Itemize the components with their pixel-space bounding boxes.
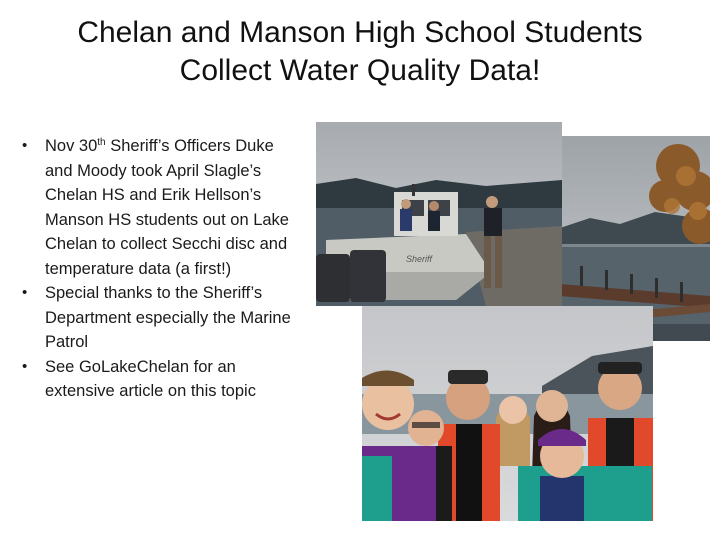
bullet-text-pre: Nov 30 xyxy=(45,137,98,155)
bullet-icon: • xyxy=(22,284,28,301)
bullet-list xyxy=(22,134,304,404)
bullet-item xyxy=(22,134,304,281)
bullet-item xyxy=(22,281,304,355)
boat-photo-image xyxy=(316,122,562,306)
bullet-icon: • xyxy=(22,357,28,375)
bullet-text-sup: th xyxy=(97,137,106,148)
group-selfie-photo-image xyxy=(362,306,653,521)
bullet-text: See GoLakeChelan for an extensive article on this topic xyxy=(45,357,256,400)
bullet-icon: • xyxy=(22,137,28,154)
boat-photo xyxy=(316,122,562,306)
group-selfie-photo xyxy=(362,306,653,521)
slide-title xyxy=(20,14,700,90)
title-line-1: Chelan and Manson High School Students xyxy=(77,16,643,49)
boat-hull-text: Sheriff xyxy=(406,254,433,264)
bullet-text-post: Sheriff’s Officers Duke and Moody took April Slagle’s Chelan HS and Erik Hellson’s Manson HS students out on Lake Chelan to collect Secchi disc and temperature data (a first!) xyxy=(45,137,289,278)
bullet-item xyxy=(22,355,304,404)
title-line-2: Collect Water Quality Data! xyxy=(179,54,541,87)
bullet-text: Special thanks to the Sheriff’s Department especially the Marine Patrol xyxy=(45,284,291,351)
